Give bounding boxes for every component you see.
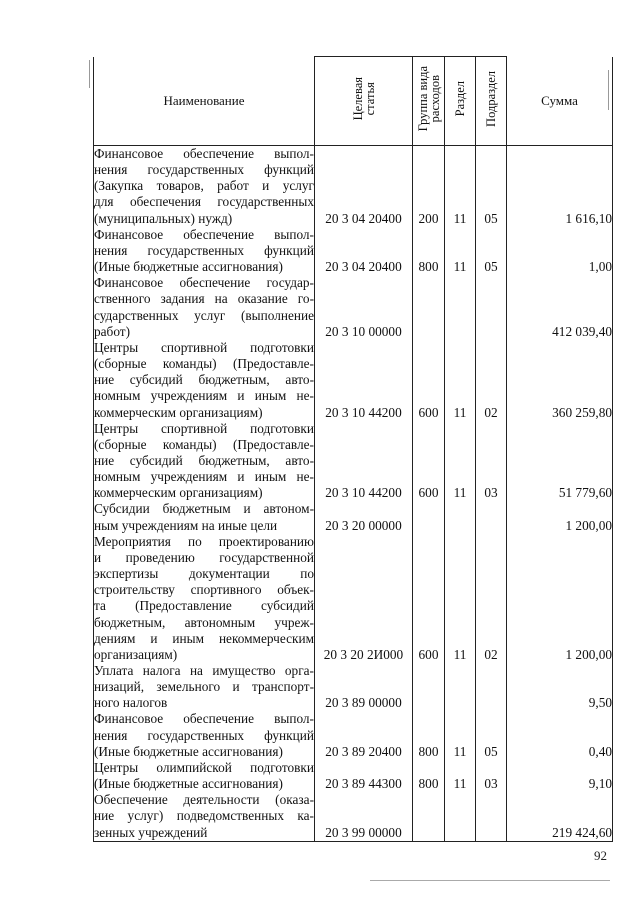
row-section: 11 <box>445 227 476 275</box>
row-subsection <box>476 792 507 841</box>
row-sum: 9,50 <box>507 663 613 711</box>
header-section-label: Раздел <box>453 81 467 117</box>
row-section <box>445 663 476 711</box>
row-name-line: (сборные команды) (Предоставле- <box>94 356 314 372</box>
page-number: 92 <box>594 848 607 863</box>
header-target-article-label: Целевая статья <box>350 77 377 121</box>
table-row <box>94 421 613 502</box>
table-header-row <box>94 57 613 146</box>
row-subsection: 05 <box>476 227 507 275</box>
row-expense-group: 800 <box>413 227 445 275</box>
row-expense-group <box>413 663 445 711</box>
header-expense-group <box>413 57 445 146</box>
row-subsection <box>476 275 507 340</box>
row-sum: 9,10 <box>507 760 613 792</box>
row-name-line: сударственных услуг (выполнение <box>94 307 314 323</box>
row-name-line: Обеспечение деятельности (оказа- <box>94 792 314 808</box>
row-section <box>445 501 476 533</box>
row-sum: 1 616,10 <box>507 146 613 227</box>
header-sum: Сумма <box>507 57 613 146</box>
row-name-line: бюджетным, автономным учреж- <box>94 614 314 630</box>
row-name-line: экспертизы документации по <box>94 566 314 582</box>
row-name-line: (Закупка товаров, работ и услуг <box>94 178 314 194</box>
row-target-article: 20 3 20 00000 <box>315 501 413 533</box>
row-name-line: Мероприятия по проектированию <box>94 533 314 549</box>
row-section: 11 <box>445 146 476 227</box>
row-name-line: Финансовое обеспечение выпол- <box>94 146 314 161</box>
row-section: 11 <box>445 711 476 759</box>
row-sum: 219 424,60 <box>507 792 613 841</box>
row-sum: 1,00 <box>507 227 613 275</box>
row-target-article: 20 3 10 00000 <box>315 275 413 340</box>
row-expense-group: 800 <box>413 711 445 759</box>
header-target-article <box>315 57 413 146</box>
row-expense-group <box>413 501 445 533</box>
row-section: 11 <box>445 340 476 421</box>
row-name-line: Финансовое обеспечение выпол- <box>94 226 314 242</box>
row-name <box>94 340 315 421</box>
row-name-line: ственного задания на оказание го- <box>94 291 314 307</box>
row-name-line: Центры олимпийской подготовки <box>94 759 314 775</box>
budget-table <box>93 56 613 842</box>
row-target-article: 20 3 89 20400 <box>315 711 413 759</box>
row-expense-group <box>413 275 445 340</box>
row-target-article: 20 3 89 00000 <box>315 663 413 711</box>
row-name-line: коммерческим организациям) <box>94 404 263 420</box>
row-name-line: низаций, земельного и транспорт- <box>94 679 314 695</box>
row-name <box>94 275 315 340</box>
table-row <box>94 534 613 663</box>
row-name-line: Финансовое обеспечение государ- <box>94 275 314 291</box>
row-sum: 51 779,60 <box>507 421 613 502</box>
table-row <box>94 501 613 533</box>
header-name: Наименование <box>94 57 315 146</box>
header-subsection-label: Подраздел <box>484 71 498 127</box>
row-section: 11 <box>445 534 476 663</box>
row-subsection <box>476 501 507 533</box>
row-target-article: 20 3 20 2И000 <box>315 534 413 663</box>
table-row <box>94 340 613 421</box>
row-target-article: 20 3 89 44300 <box>315 760 413 792</box>
row-name-line: и проведению государственной <box>94 549 314 565</box>
row-name-line: (сборные команды) (Предоставле- <box>94 436 314 452</box>
row-target-article: 20 3 10 44200 <box>315 340 413 421</box>
table-row <box>94 146 613 227</box>
row-name-line: ным учреждениям на иные цели <box>94 517 278 533</box>
row-sum: 1 200,00 <box>507 534 613 663</box>
row-name <box>94 760 315 792</box>
row-expense-group: 600 <box>413 534 445 663</box>
row-target-article: 20 3 04 20400 <box>315 146 413 227</box>
table-row <box>94 792 613 841</box>
row-name-line: для обеспечения государственных <box>94 194 314 210</box>
row-name-line: работ) <box>94 323 131 339</box>
row-name-line: та (Предоставление субсидий <box>94 598 314 614</box>
row-name-line: номным учреждениям и иным не- <box>94 388 314 404</box>
row-name-line: ние услуг) подведомственных ка- <box>94 808 314 824</box>
row-name-line: дениям и иным некоммерческим <box>94 630 314 646</box>
row-name <box>94 227 315 275</box>
row-expense-group <box>413 792 445 841</box>
row-target-article: 20 3 04 20400 <box>315 227 413 275</box>
row-section: 11 <box>445 760 476 792</box>
row-name-line: (Иные бюджетные ассигнования) <box>94 743 283 759</box>
row-name-line: Центры спортивной подготовки <box>94 339 314 355</box>
row-subsection: 05 <box>476 146 507 227</box>
row-sum: 412 039,40 <box>507 275 613 340</box>
header-expense-group-label: Группа вида расходов <box>415 66 442 132</box>
row-name-line: Субсидии бюджетным и автоном- <box>94 501 314 517</box>
row-subsection: 03 <box>476 760 507 792</box>
row-sum: 1 200,00 <box>507 501 613 533</box>
row-target-article: 20 3 99 00000 <box>315 792 413 841</box>
row-name-line: Финансовое обеспечение выпол- <box>94 711 314 727</box>
row-target-article: 20 3 10 44200 <box>315 421 413 502</box>
row-sum: 360 259,80 <box>507 340 613 421</box>
table-row <box>94 760 613 792</box>
row-expense-group: 800 <box>413 760 445 792</box>
table-body <box>94 146 613 842</box>
row-name-line: нения государственных функций <box>94 162 314 178</box>
scan-edge-mark <box>608 70 609 110</box>
row-name-line: (Иные бюджетные ассигнования) <box>94 776 283 792</box>
row-name <box>94 663 315 711</box>
row-name-line: ного налогов <box>94 695 168 711</box>
row-section <box>445 275 476 340</box>
row-subsection: 05 <box>476 711 507 759</box>
scan-edge-mark <box>89 60 90 88</box>
row-name-line: ние субсидий бюджетным, авто- <box>94 372 314 388</box>
table-row <box>94 227 613 275</box>
row-name <box>94 421 315 502</box>
row-name-line: (Иные бюджетные ассигнования) <box>94 259 283 275</box>
row-subsection: 02 <box>476 340 507 421</box>
row-expense-group: 600 <box>413 421 445 502</box>
row-name-line: организациям) <box>94 646 178 662</box>
row-name <box>94 146 315 227</box>
table-row <box>94 663 613 711</box>
row-expense-group: 600 <box>413 340 445 421</box>
row-name <box>94 501 315 533</box>
row-name <box>94 534 315 663</box>
row-subsection: 02 <box>476 534 507 663</box>
table-row <box>94 275 613 340</box>
row-subsection: 03 <box>476 421 507 502</box>
row-subsection <box>476 663 507 711</box>
row-name <box>94 792 315 841</box>
row-name-line: нения государственных функций <box>94 242 314 258</box>
table-row <box>94 711 613 759</box>
header-subsection <box>476 57 507 146</box>
row-section <box>445 792 476 841</box>
row-name-line: строительству спортивного объек- <box>94 582 314 598</box>
row-section: 11 <box>445 421 476 502</box>
row-sum: 0,40 <box>507 711 613 759</box>
row-expense-group: 200 <box>413 146 445 227</box>
row-name-line: коммерческим организациям) <box>94 485 263 501</box>
row-name-line: нения государственных функций <box>94 727 314 743</box>
row-name-line: ние субсидий бюджетным, авто- <box>94 452 314 468</box>
row-name <box>94 711 315 759</box>
row-name-line: зенных учреждений <box>94 824 208 840</box>
row-name-line: Уплата налога на имущество орга- <box>94 663 314 678</box>
row-name-line: Центры спортивной подготовки <box>94 420 314 436</box>
row-name-line: номным учреждениям и иным не- <box>94 469 314 485</box>
row-name-line: (муниципальных) нужд) <box>94 210 233 226</box>
header-section <box>445 57 476 146</box>
scan-speck <box>370 880 610 881</box>
